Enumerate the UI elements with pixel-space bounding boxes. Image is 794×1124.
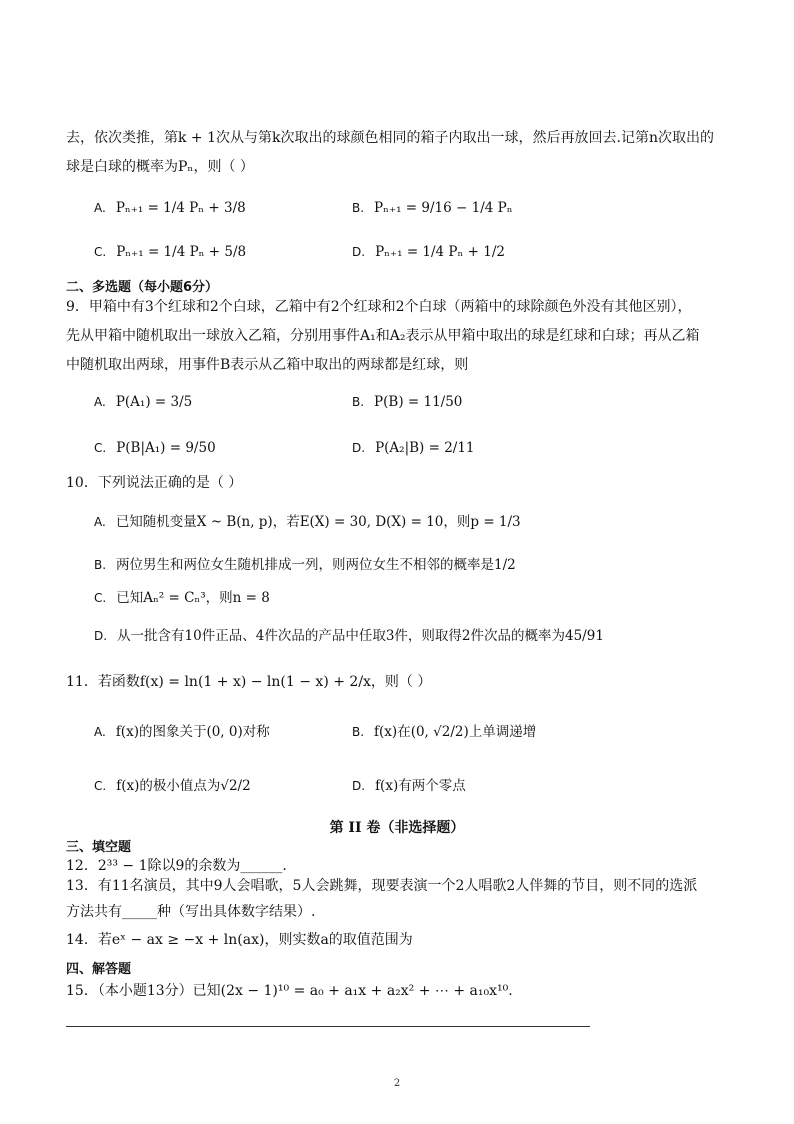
option-label: A.	[94, 725, 106, 739]
q10-option-c-text: 已知Aₙ² = Cₙ³，则n = 8	[116, 590, 270, 606]
q10-option-b-text: 两位男生和两位女生随机排成一列，则两位女生不相邻的概率是1/2	[116, 557, 516, 573]
q9-option-b	[352, 392, 462, 412]
q8-option-b	[352, 198, 513, 218]
option-label: B.	[352, 395, 365, 409]
q8-option-a	[94, 198, 246, 218]
q10-option-c	[94, 588, 270, 608]
q11-option-a-text: f(x)的图象关于(0, 0)对称	[115, 724, 270, 740]
q10-option-d	[94, 626, 604, 646]
option-label: B.	[352, 201, 365, 215]
q11-option-b	[352, 722, 536, 742]
option-label: D.	[352, 441, 366, 455]
q10-option-a-text: 已知随机变量X ~ B(n, p)，若E(X) = 30, D(X) = 10，则p = 1/3	[115, 514, 521, 530]
q13-line2: 方法共有_____种（写出具体数字结果）.	[66, 904, 316, 920]
q9-option-d-text: P(A₂|B) = 2/11	[375, 440, 475, 456]
q9-option-a	[94, 392, 192, 412]
q8-option-c	[94, 242, 246, 262]
q9-option-a-text: P(A₁) = 3/5	[115, 394, 193, 410]
option-label: C.	[94, 245, 107, 259]
q10-option-a	[94, 512, 521, 532]
q11-stem: 11．若函数f(x) = ln(1 + x) − ln(1 − x) + 2/x，则（ ）	[66, 674, 432, 690]
q11-option-d-text: f(x)有两个零点	[375, 778, 466, 794]
q14-text: 14．若eˣ − ax ≥ −x + ln(ax)，则实数a的取值范围为	[66, 932, 413, 948]
section-heading-fill-in: 三、填空题	[66, 840, 132, 855]
option-label: A.	[94, 515, 106, 529]
option-label: C.	[94, 779, 107, 793]
q8-option-c-text: Pₙ₊₁ = 1/4 Pₙ + 5/8	[116, 244, 247, 260]
option-label: D.	[352, 245, 366, 259]
q9-option-c-text: P(B|A₁) = 9/50	[116, 440, 216, 456]
q13-line1: 13．有11名演员，其中9人会唱歌，5人会跳舞，现要表演一个2人唱歌2人伴舞的节目，则不同的选派	[66, 878, 698, 894]
q8-stem-line2: 球是白球的概率为Pₙ，则（ ）	[66, 159, 254, 175]
q15-text: 15．（本小题13分）已知(2x − 1)¹⁰ = a₀ + a₁x + a₂x² + ⋯ + a₁₀x¹⁰.	[66, 983, 513, 999]
q8-option-a-text: Pₙ₊₁ = 1/4 Pₙ + 3/8	[115, 200, 246, 216]
q9-option-c	[94, 438, 216, 458]
option-label: D.	[94, 629, 108, 643]
q8-option-b-text: Pₙ₊₁ = 9/16 − 1/4 Pₙ	[374, 200, 513, 216]
option-label: B.	[352, 725, 365, 739]
option-label: D.	[352, 779, 366, 793]
section-heading-solutions: 四、解答题	[66, 962, 132, 977]
option-label: C.	[94, 441, 107, 455]
q9-stem-line3: 中随机取出两球，用事件B表示从乙箱中取出的两球都是红球，则	[66, 357, 469, 373]
q11-option-d	[352, 776, 466, 796]
q11-option-c-text: f(x)的极小值点为√2/2	[116, 778, 251, 794]
option-label: C.	[94, 591, 107, 605]
q11-option-c	[94, 776, 251, 796]
q12-text: 12．2³³ − 1除以9的余数为______.	[66, 858, 287, 874]
horizontal-rule	[66, 1026, 590, 1027]
q10-option-b	[94, 555, 516, 575]
option-label: A.	[94, 201, 106, 215]
q10-option-d-text: 从一批含有10件正品、4件次品的产品中任取3件，则取得2件次品的概率为45/91	[117, 628, 604, 644]
page-number: 2	[393, 1078, 401, 1089]
q8-option-d	[352, 242, 505, 262]
q9-option-d	[352, 438, 475, 458]
q11-option-b-text: f(x)在(0, √2/2)上单调递增	[374, 724, 537, 740]
q8-stem-line1: 去，依次类推，第k + 1次从与第k次取出的球颜色相同的箱子内取出一球，然后再放回去.记第n次取出的	[66, 130, 714, 146]
q9-option-b-text: P(B) = 11/50	[374, 394, 463, 410]
q8-option-d-text: Pₙ₊₁ = 1/4 Pₙ + 1/2	[375, 244, 505, 260]
q10-stem: 10．下列说法正确的是（ ）	[66, 475, 243, 491]
option-label: B.	[94, 558, 107, 572]
option-label: A.	[94, 395, 106, 409]
q9-stem-line2: 先从甲箱中随机取出一球放入乙箱，分别用事件A₁和A₂表示从甲箱中取出的球是红球和白球；再从乙箱	[66, 328, 700, 344]
q9-stem-line1: 9．甲箱中有3个红球和2个白球，乙箱中有2个红球和2个白球（两箱中的球除颜色外没有其他区别），	[66, 299, 692, 315]
part-two-title: 第 II 卷（非选择题）	[329, 820, 465, 836]
section-heading-multiple-choice: 二、多选题（每小题6分）	[66, 280, 219, 295]
q11-option-a	[94, 722, 270, 742]
